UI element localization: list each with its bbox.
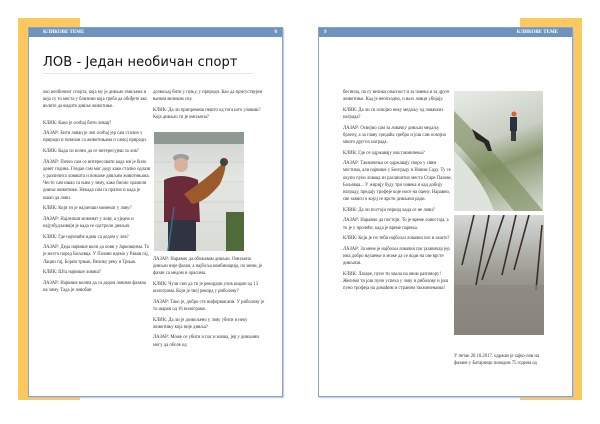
paragraph: КЛИК: Који је по теби најбољи ловачки пас и зашто? xyxy=(343,236,450,242)
paragraph: беснила, па су велика опасност и за човека и за друге животиње. Кад је неопходно, и њих ловци убијају. xyxy=(343,90,450,103)
page-header xyxy=(29,28,282,37)
paragraph: ЛАЗАР: Наравно да обожавам дивљач. Омиљена дивљач није фазан, а најбоља комбинација, по мени, је фазан са медом и орасима. xyxy=(153,257,263,277)
paragraph: КЛИК: Где се одржавају ова такмичења? xyxy=(343,150,425,156)
column-2-bottom xyxy=(153,256,265,352)
right-page xyxy=(318,27,573,397)
column-1 xyxy=(343,89,453,296)
paragraph: КЛИК: Да ли си освојио неку медаљу од ловачких награда? xyxy=(343,107,444,120)
paragraph: ЛАЗАР: Деда највише воли да лови у Јарковцима. То је место поред Бољевца. У Пазови идемо у Раван гај, Лацин гај, Борин трњак, Велику реку и Трњак. xyxy=(43,245,150,265)
paragraph: ЛАЗАР: Такмичења се одржавају скоро у свим местима, али највише у Београду и Новом Саду. Ту се окупи пуно ловаца из различитих места Старе Пазове, Бољевца... У жирију буду три човека и кад добију награду, предају трофеје које носе на оцену. Наравно, све зависи о којој се врсти дивљачи ради. xyxy=(343,161,452,203)
paragraph: КЛИК: Лазаре, пуно ти хвала на овом разговору! Желимо ти још пуно успеха у лову и риболову и још пуно трофеја на домаћим и страним такмичењима! xyxy=(343,271,449,292)
paragraph: КЛИК: Чули смо да ти је рекордни улов шаран од 13 килограма. Који је твој рекорд у риболову? xyxy=(153,282,259,295)
section-label: КЛИКОВЕ ТЕМЕ xyxy=(43,30,85,35)
column-1 xyxy=(43,89,151,298)
paragraph: ЛАЗАР: Наравно да постоји. То је време ловостаја, а то је у пролеће, када је време парења. xyxy=(343,218,449,231)
paragraph: ЛАЗАР: Најлепши моменат у лову, а уједно и најузбудљивији је када се одстрели дивљач. xyxy=(43,216,134,229)
paragraph: ЛАЗАР: Може се убити и пас и мачка, јер у дивљини могу да оболе од xyxy=(153,335,259,348)
title-rule xyxy=(43,73,253,74)
left-page xyxy=(28,27,283,397)
article-title: ЛОВ - Један необичан спорт xyxy=(43,55,238,70)
paragraph: ЛАЗАР: Освојио сам за ловачку дивљач медаљу бронзу, а за главу срндаћа сребро и још сам освојио много других награда. xyxy=(343,125,447,145)
paragraph: ЛАЗАР: Тако је, добро сте информисани. У риболову је то шаран од 16 килограма. xyxy=(153,299,265,312)
paragraph: ЛАЗАР: Почео сам се интересовати када ми је било девет година. Гледао сам мог деду како стално одлази у различита ловишта и помаже дивљим животињама. Често сам ишао са њим у зиму, како бисмо хранили дивље животиње. Некада сам га пратио и када је ишао да лови. xyxy=(43,159,151,201)
photo-hunter-with-dog xyxy=(454,91,543,211)
paragraph: КЛИК: Да ли припремиш нешто од тога што уловиш? Која дивљач ти је омиљена? xyxy=(153,107,261,120)
paragraph: КЛИК: Где најчешће идеш са дедом у лов? xyxy=(43,234,129,240)
paragraph: око необичног спорта, која му је дивљач омиљена и која су то места у близини која треба да обиђете ако волите да видите дивље животиње. xyxy=(43,90,147,110)
paragraph: ЛАЗАР: Највише волим да са дедом ловимо фазана на зиму. Тада је ловобан xyxy=(43,280,146,293)
column-2-top xyxy=(153,89,265,125)
paragraph: дозвољај бити у пуњу, у природи. Као да присуствујем њеном великом сну. xyxy=(153,90,263,103)
paragraph: КЛИК: Када си почео да се интересујеш за лов? xyxy=(43,149,139,154)
section-label: КЛИКОВЕ ТЕМЕ xyxy=(516,30,558,35)
paragraph: КЛИК: Да ли постоји период када се не лови? xyxy=(343,207,435,213)
photo-forest xyxy=(454,215,544,335)
paragraph: КЛИК: Који ти је најлепши моменат у лову? xyxy=(43,206,132,212)
photo-caption: У петак 20.10.2017. одржан је хајко-лов на фазане у Батајници поводом 75 година од xyxy=(454,354,539,367)
paragraph: КЛИК: Шта највише ловиш? xyxy=(43,270,101,276)
page-number: 8 xyxy=(274,30,277,35)
paragraph: КЛИК: Да ли је дозвољено у лову убити и неку животињу која није дивља? xyxy=(153,317,248,330)
page-header xyxy=(319,28,572,37)
photo-boy-with-pheasant xyxy=(154,132,244,251)
paragraph: ЛАЗАР: Бити ловац је леп осећај јер сам стално у природи и повезан са животињама и самој природи. xyxy=(43,131,147,144)
page-number: 9 xyxy=(324,30,327,35)
paragraph: ЛАЗАР: За мене је најбољи ловачки пас јазавичар јер има добро њушење и може да се води на све врсте дивљачи. xyxy=(343,246,450,267)
paragraph: КЛИК: Како је осећај бити ловац? xyxy=(43,120,112,126)
